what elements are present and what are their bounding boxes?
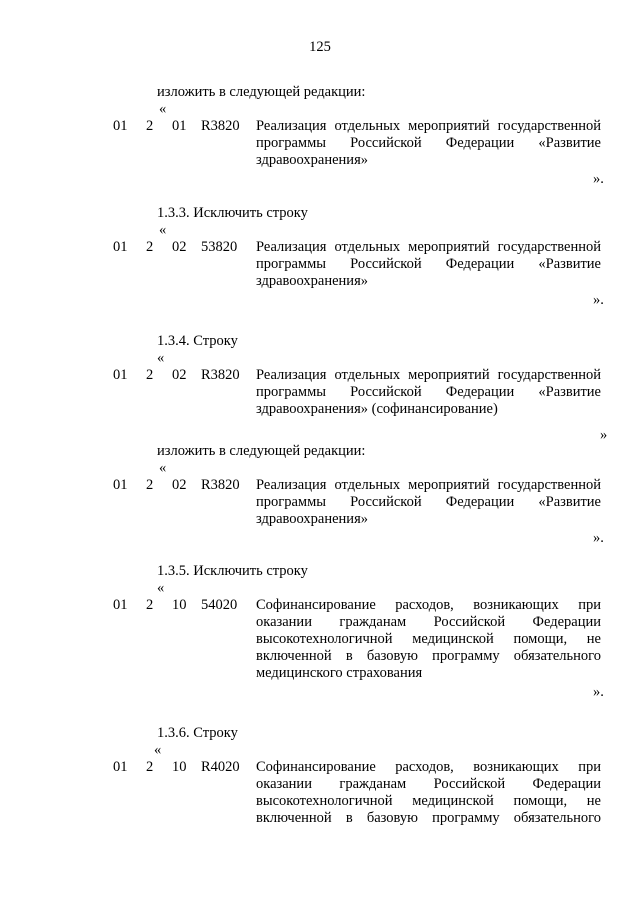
block-heading: 1.3.6. Строку [157, 725, 238, 741]
description-line: Реализация отдельных мероприятий государственной [256, 118, 601, 134]
description-line: здравоохранения» [256, 152, 368, 168]
description-line: оказании гражданам Российской Федерации [256, 776, 601, 792]
description-line: программы Российской Федерации «Развитие [256, 256, 601, 272]
code-direction: R3820 [201, 118, 240, 134]
code-direction: R3820 [201, 367, 240, 383]
code-subprogram: 02 [172, 477, 187, 493]
description-line: включенной в базовую программу обязательного [256, 810, 601, 826]
code-program: 2 [146, 239, 154, 255]
block-heading: изложить в следующей редакции: [157, 443, 366, 459]
row-description [256, 477, 601, 528]
code-program: 2 [146, 759, 154, 775]
code-direction: R3820 [201, 477, 240, 493]
code-program: 2 [146, 367, 154, 383]
code-section: 01 [113, 597, 128, 613]
description-line: Софинансирование расходов, возникающих при [256, 597, 601, 613]
open-quote: « [159, 460, 167, 476]
block-heading: 1.3.5. Исключить строку [157, 563, 308, 579]
code-section: 01 [113, 759, 128, 775]
row-description [256, 367, 601, 418]
row-description [256, 597, 601, 682]
description-line: здравоохранения» (софинансирование) [256, 401, 498, 417]
row-description [256, 118, 601, 169]
open-quote: « [157, 350, 165, 366]
code-section: 01 [113, 239, 128, 255]
code-program: 2 [146, 597, 154, 613]
description-line: высокотехнологичной медицинской помощи, не [256, 793, 601, 809]
description-line: здравоохранения» [256, 273, 368, 289]
description-line: включенной в базовую программу обязательного [256, 648, 601, 664]
block-heading: 1.3.3. Исключить строку [157, 205, 308, 221]
code-section: 01 [113, 367, 128, 383]
open-quote: « [157, 580, 165, 596]
code-program: 2 [146, 477, 154, 493]
close-quote: » [600, 427, 608, 443]
code-direction: 54020 [201, 597, 238, 613]
close-quote: ». [593, 530, 604, 546]
open-quote: « [154, 742, 162, 758]
code-subprogram: 02 [172, 239, 187, 255]
code-direction: R4020 [201, 759, 240, 775]
close-quote: ». [593, 684, 604, 700]
open-quote: « [159, 222, 167, 238]
page-number: 125 [309, 39, 331, 55]
description-line: программы Российской Федерации «Развитие [256, 384, 601, 400]
close-quote: ». [593, 292, 604, 308]
description-line: медицинского страхования [256, 665, 423, 681]
block-heading: 1.3.4. Строку [157, 333, 238, 349]
description-line: Софинансирование расходов, возникающих при [256, 759, 601, 775]
open-quote: « [159, 101, 167, 117]
description-line: оказании гражданам Российской Федерации [256, 614, 601, 630]
code-subprogram: 10 [172, 597, 187, 613]
code-section: 01 [113, 118, 128, 134]
code-subprogram: 01 [172, 118, 187, 134]
code-program: 2 [146, 118, 154, 134]
code-subprogram: 02 [172, 367, 187, 383]
description-line: программы Российской Федерации «Развитие [256, 135, 601, 151]
description-line: здравоохранения» [256, 511, 368, 527]
row-description [256, 239, 601, 290]
close-quote: ». [593, 171, 604, 187]
block-heading: изложить в следующей редакции: [157, 84, 366, 100]
description-line: Реализация отдельных мероприятий государственной [256, 477, 601, 493]
description-line: Реализация отдельных мероприятий государственной [256, 239, 601, 255]
code-subprogram: 10 [172, 759, 187, 775]
code-section: 01 [113, 477, 128, 493]
code-direction: 53820 [201, 239, 238, 255]
description-line: Реализация отдельных мероприятий государственной [256, 367, 601, 383]
description-line: программы Российской Федерации «Развитие [256, 494, 601, 510]
description-line: высокотехнологичной медицинской помощи, не [256, 631, 601, 647]
row-description [256, 759, 601, 827]
